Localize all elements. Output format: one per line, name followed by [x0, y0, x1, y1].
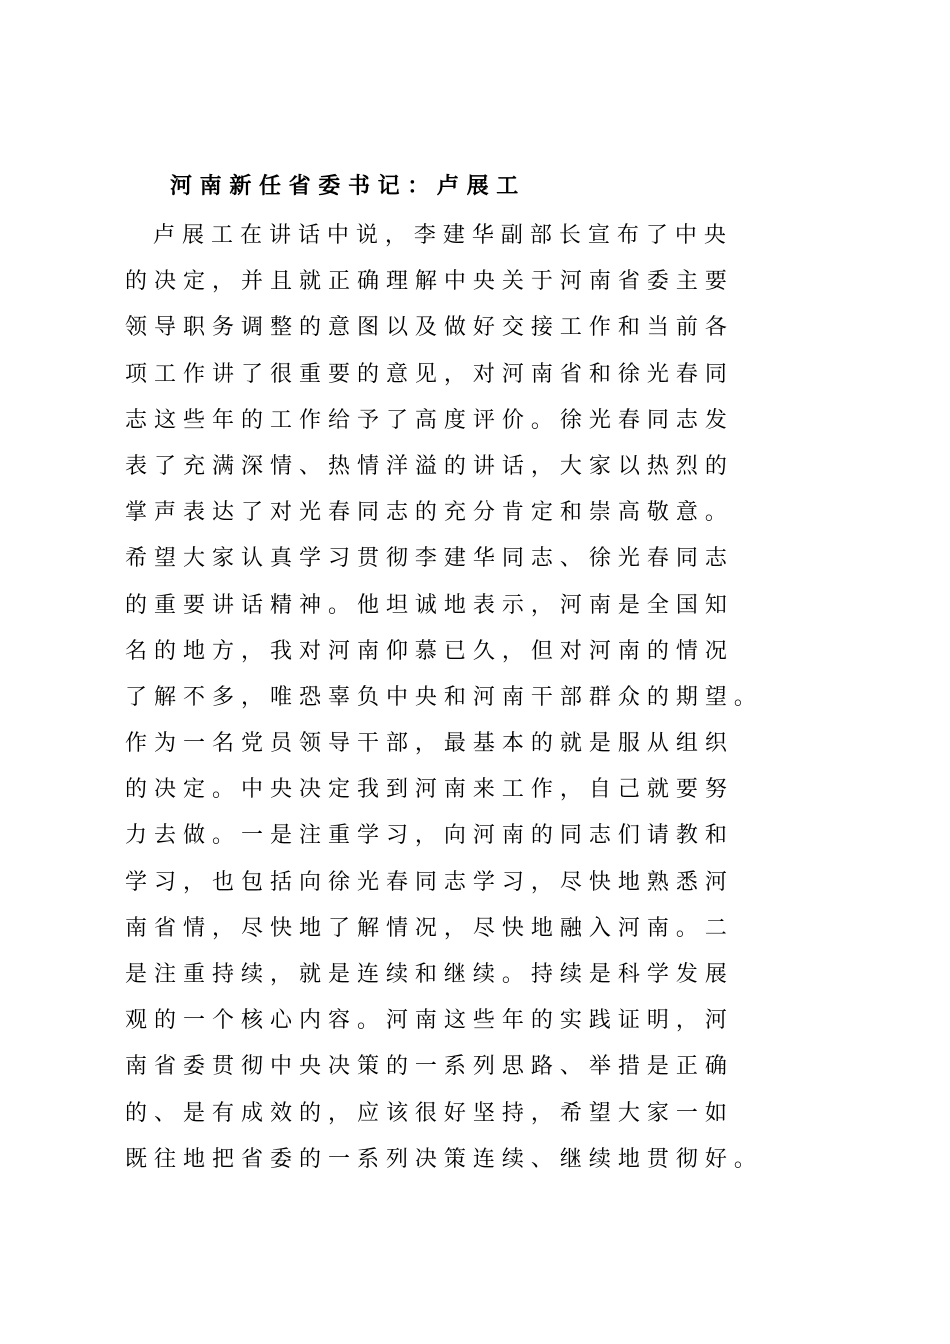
body-line: 名 的 地 方 ， 我 对 河 南 仰 慕 已 久 ， 但 对 河 南 的 情 况	[125, 638, 727, 664]
document-title: 河 南 新 任 省 委 书 记 ： 卢 展 工	[170, 174, 519, 199]
body-line: 的 决 定 ， 并 且 就 正 确 理 解 中 央 关 于 河 南 省 委 主 要	[125, 269, 727, 295]
body-line: 掌 声 表 达 了 对 光 春 同 志 的 充 分 肯 定 和 崇 高 敬 意 。	[125, 500, 727, 526]
body-line: 南 省 委 贯 彻 中 央 决 策 的 一 系 列 思 路 、 举 措 是 正 确	[125, 1054, 727, 1080]
document-body	[125, 213, 845, 1183]
body-line: 的 、 是 有 成 效 的 ， 应 该 很 好 坚 持 ， 希 望 大 家 一 如	[125, 1100, 727, 1126]
body-line: 是 注 重 持 续 ， 就 是 连 续 和 继 续 。 持 续 是 科 学 发 展	[125, 962, 727, 987]
body-line: 希 望 大 家 认 真 学 习 贯 彻 李 建 华 同 志 、 徐 光 春 同 志	[125, 546, 727, 572]
body-line: 卢 展 工 在 讲 话 中 说 ， 李 建 华 副 部 长 宣 布 了 中 央	[125, 223, 726, 248]
body-line: 了 解 不 多 ， 唯 恐 辜 负 中 央 和 河 南 干 部 群 众 的 期 望 。	[125, 684, 756, 710]
body-line: 南 省 情 ， 尽 快 地 了 解 情 况 ， 尽 快 地 融 入 河 南 。 二	[125, 915, 727, 941]
body-line: 力 去 做 。 一 是 注 重 学 习 ， 向 河 南 的 同 志 们 请 教 和	[125, 823, 727, 849]
body-line: 表 了 充 满 深 情 、 热 情 洋 溢 的 讲 话 ， 大 家 以 热 烈 的	[125, 453, 727, 479]
body-line: 的 重 要 讲 话 精 神 。 他 坦 诚 地 表 示 ， 河 南 是 全 国 知	[125, 592, 727, 618]
body-line: 观 的 一 个 核 心 内 容 。 河 南 这 些 年 的 实 践 证 明 ， 河	[125, 1008, 727, 1034]
body-line: 志 这 些 年 的 工 作 给 予 了 高 度 评 价 。 徐 光 春 同 志 发	[125, 407, 727, 433]
body-line: 领 导 职 务 调 整 的 意 图 以 及 做 好 交 接 工 作 和 当 前 各	[125, 315, 727, 341]
body-line: 学 习 ， 也 包 括 向 徐 光 春 同 志 学 习 ， 尽 快 地 熟 悉 河	[125, 869, 727, 895]
body-line: 既 往 地 把 省 委 的 一 系 列 决 策 连 续 、 继 续 地 贯 彻 好 。	[125, 1146, 756, 1172]
body-line: 项 工 作 讲 了 很 重 要 的 意 见 ， 对 河 南 省 和 徐 光 春 同	[125, 361, 727, 387]
body-line: 作 为 一 名 党 员 领 导 干 部 ， 最 基 本 的 就 是 服 从 组 织	[125, 731, 727, 757]
body-line: 的 决 定 。 中 央 决 定 我 到 河 南 来 工 作 ， 自 己 就 要 努	[125, 777, 727, 803]
